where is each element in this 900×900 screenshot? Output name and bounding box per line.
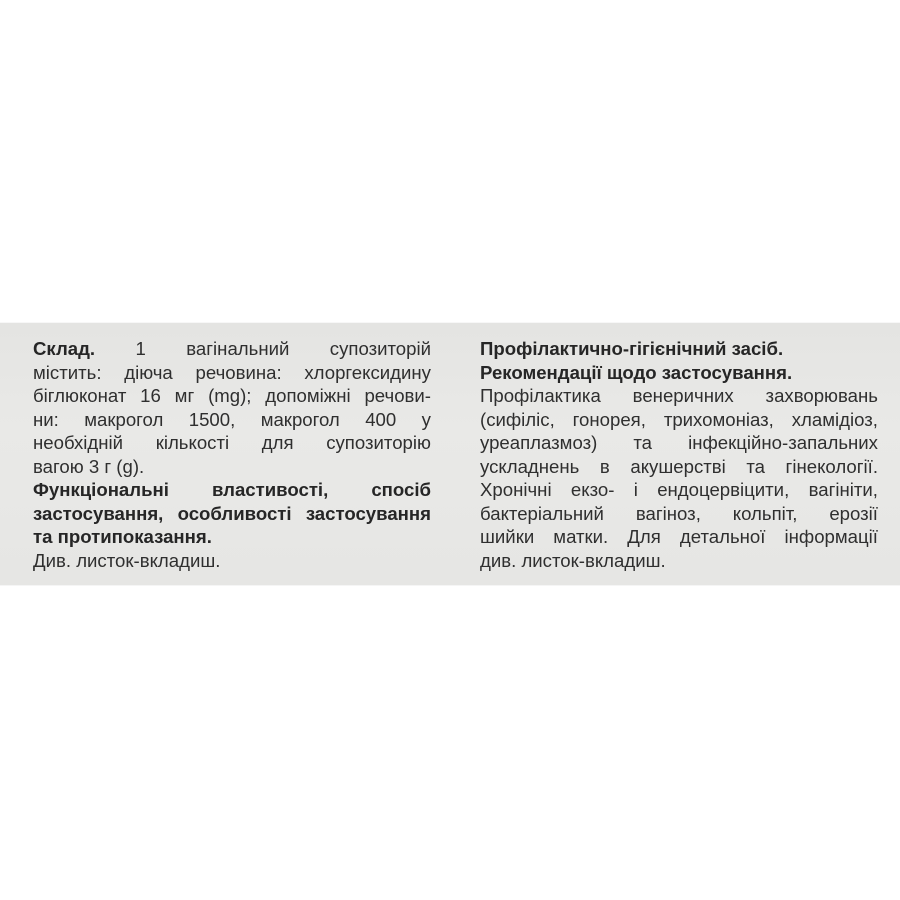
word: вагінальний <box>186 338 290 359</box>
word: для <box>261 432 294 453</box>
composition-line-1 <box>33 337 431 361</box>
recommendations-column <box>480 337 878 572</box>
composition-line-4 <box>33 408 431 432</box>
word: застосування, <box>33 502 164 524</box>
composition-line-text: вагою 3 г (g). <box>33 455 145 477</box>
composition-line-5 <box>33 431 431 455</box>
word: Хронічні <box>480 479 552 500</box>
word: макрогол <box>260 408 340 430</box>
product-title-line <box>480 337 878 361</box>
properties-text: Див. листок-вкладиш. <box>33 549 221 571</box>
properties-text-line <box>33 549 431 573</box>
word: ни: <box>33 408 59 430</box>
label-strip <box>0 323 900 585</box>
word: гонорея, <box>572 408 646 430</box>
word: венеричних <box>632 385 734 406</box>
recommendations-line-1 <box>480 384 878 408</box>
composition-line-6 <box>33 455 431 479</box>
word: акушерстві <box>630 455 726 477</box>
word: ендоцервіцити, <box>657 479 790 500</box>
word: ерозії <box>829 502 878 524</box>
word: хламідіоз, <box>791 408 878 430</box>
word: допоміжні <box>265 385 351 406</box>
word: екзо- <box>570 479 615 500</box>
word: супозиторій <box>329 338 431 359</box>
word: Для <box>627 526 661 547</box>
recommendations-line-7 <box>480 525 878 549</box>
word: шийки <box>480 526 535 547</box>
recommendations-line-6 <box>480 502 878 526</box>
recommendations-heading-line <box>480 361 878 385</box>
word: застосування <box>305 502 431 524</box>
word: уреаплазмоз) <box>480 432 598 453</box>
word: необхідній <box>33 432 124 453</box>
word: властивості, <box>211 479 329 500</box>
word: і <box>633 479 638 500</box>
word: спосіб <box>371 479 431 500</box>
word: мг <box>174 385 195 406</box>
recommendations-line-5 <box>480 478 878 502</box>
properties-heading-line-1 <box>33 478 431 502</box>
word: (сифіліс, <box>480 408 555 430</box>
word: матки. <box>553 526 609 547</box>
word: кольпіт, <box>732 502 798 524</box>
composition-column <box>33 337 431 572</box>
word: трихомоніаз, <box>663 408 774 430</box>
word: вагініти, <box>808 479 878 500</box>
properties-heading-line-2 <box>33 502 431 526</box>
properties-heading-text: та протипоказання. <box>33 526 212 547</box>
word: Профілактика <box>480 385 601 406</box>
word: речовина: <box>195 361 282 383</box>
word: та <box>746 455 765 477</box>
word: 1500, <box>188 408 236 430</box>
word: Склад. <box>33 338 96 359</box>
word: 400 <box>365 408 397 430</box>
word: вагіноз, <box>635 502 701 524</box>
recommendations-line-4 <box>480 455 878 479</box>
word: захворювань <box>765 385 878 406</box>
product-title: Профілактично-гігієнічний засіб. <box>480 338 784 359</box>
word: в <box>599 455 610 477</box>
word: інфекційно-запальних <box>688 432 878 453</box>
composition-line-3 <box>33 384 431 408</box>
word: біглюконат <box>33 385 127 406</box>
word: кількості <box>155 432 230 453</box>
word: макрогол <box>84 408 164 430</box>
word: детальної <box>679 526 766 547</box>
word: особливості <box>177 502 292 524</box>
word: бактеріальний <box>480 502 604 524</box>
recommendations-heading: Рекомендації щодо застосування. <box>480 361 793 383</box>
recommendations-text: див. листок-вкладиш. <box>480 549 666 571</box>
word: ускладнень <box>480 455 580 477</box>
word: 16 <box>140 385 161 406</box>
word: 1 <box>135 338 146 359</box>
word: супозиторію <box>326 432 431 453</box>
word: хлоргексидину <box>304 361 431 383</box>
word: Функціональні <box>33 479 169 500</box>
word: гінекології. <box>785 455 878 477</box>
word: діюча <box>124 361 173 383</box>
word: та <box>633 432 653 453</box>
word: у <box>421 408 431 430</box>
properties-heading-line-3 <box>33 525 431 549</box>
recommendations-line-3 <box>480 431 878 455</box>
composition-line-2 <box>33 361 431 385</box>
word: (mg); <box>208 385 252 406</box>
word: речови- <box>364 385 431 406</box>
word: містить: <box>33 361 102 383</box>
recommendations-line-8 <box>480 549 878 573</box>
recommendations-line-2 <box>480 408 878 432</box>
word: інформації <box>784 526 878 547</box>
